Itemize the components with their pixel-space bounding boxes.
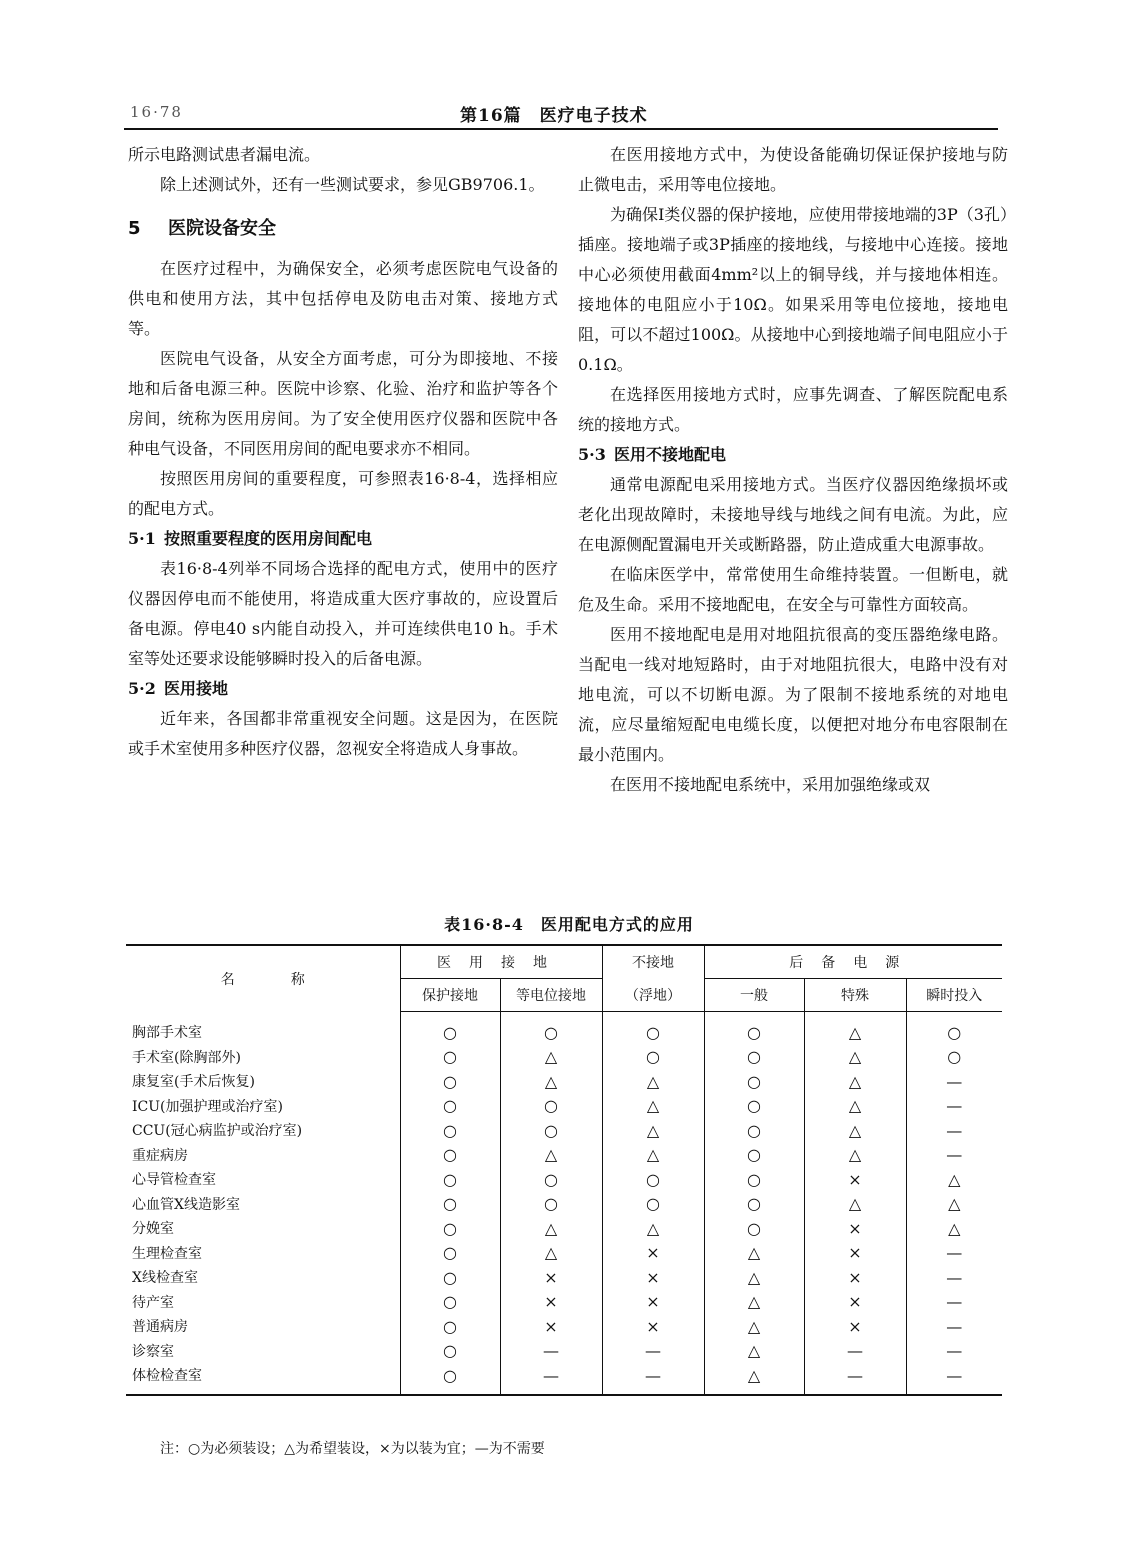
requirement-mark: ○ (400, 1192, 500, 1217)
column-group-grounding: 医用接地 (400, 945, 602, 979)
header-rule (124, 128, 998, 130)
requirement-mark: △ (704, 1314, 804, 1339)
requirement-mark: × (804, 1265, 906, 1290)
requirement-mark: △ (500, 1045, 602, 1070)
requirement-mark: △ (602, 1094, 704, 1119)
room-name: X线检查室 (132, 1270, 198, 1287)
requirement-mark: △ (804, 1118, 906, 1143)
column-header-protective: 保护接地 (400, 979, 500, 1012)
requirement-mark: ○ (500, 1118, 602, 1143)
requirement-mark: ○ (704, 1143, 804, 1168)
requirement-mark: ○ (400, 1069, 500, 1094)
requirement-mark: △ (804, 1094, 906, 1119)
requirement-mark: ○ (704, 1069, 804, 1094)
requirement-mark: × (500, 1314, 602, 1339)
section-heading (128, 214, 558, 244)
column-header-equipotential: 等电位接地 (500, 979, 602, 1012)
requirement-mark: △ (906, 1216, 1002, 1241)
table-row (126, 1012, 1002, 1045)
paragraph: 在选择医用接地方式时，应事先调查、了解医院配电系统的接地方式。 (578, 385, 1008, 434)
requirement-mark: — (500, 1363, 602, 1395)
room-name: 待产室 (132, 1294, 174, 1311)
requirement-mark: ○ (400, 1216, 500, 1241)
table-row (126, 1118, 1002, 1143)
requirement-mark: × (602, 1314, 704, 1339)
subsection-heading (128, 674, 558, 704)
requirement-mark: ○ (704, 1192, 804, 1217)
requirement-mark: — (906, 1143, 1002, 1168)
requirement-mark: △ (500, 1216, 602, 1241)
requirement-mark: △ (804, 1192, 906, 1217)
requirement-mark: ○ (500, 1192, 602, 1217)
requirement-mark: — (602, 1339, 704, 1364)
table-row (126, 1363, 1002, 1395)
requirement-mark: × (804, 1314, 906, 1339)
requirement-mark: ○ (704, 1012, 804, 1045)
paragraph: 在医用不接地配电系统中，采用加强绝缘或双 (610, 775, 931, 794)
paragraph: 医院电气设备，从安全方面考虑，可分为即接地、不接地和后备电源三种。医院中诊察、化验、治疗和监护等各个房间，统称为医用房间。为了安全使用医疗仪器和医院中各种电气设备，不同医用房间的配电要求亦不相同。 (128, 349, 558, 458)
requirement-mark: — (906, 1314, 1002, 1339)
table-row (126, 1265, 1002, 1290)
requirement-mark: △ (804, 1143, 906, 1168)
requirement-mark: △ (906, 1167, 1002, 1192)
requirement-mark: △ (704, 1363, 804, 1395)
requirement-mark: × (500, 1265, 602, 1290)
requirement-mark: — (500, 1339, 602, 1364)
table-row (126, 1241, 1002, 1266)
column-header-instant: 瞬时投入 (906, 979, 1002, 1012)
requirement-mark: × (804, 1216, 906, 1241)
paragraph: 在医用接地方式中，为使设备能确切保证保护接地与防止微电击，采用等电位接地。 (578, 145, 1008, 194)
requirement-mark: — (906, 1265, 1002, 1290)
subsection-title: 医用接地 (164, 679, 229, 698)
column-group-backup: 后备电源 (704, 945, 1002, 979)
requirement-mark: △ (602, 1118, 704, 1143)
paragraph: 表16·8-4列举不同场合选择的配电方式，使用中的医疗仪器因停电而不能使用，将造成重大医疗事故的，应设置后备电源。停电40 s内能自动投入，并可连续供电10 h。手术室等处还要求设能够瞬时投入的后备电源。 (128, 559, 558, 668)
requirement-mark: — (602, 1363, 704, 1395)
requirement-mark: △ (704, 1241, 804, 1266)
requirement-mark: × (804, 1290, 906, 1315)
requirement-mark: ○ (400, 1314, 500, 1339)
requirement-mark: ○ (400, 1339, 500, 1364)
requirement-mark: ○ (400, 1363, 500, 1395)
requirement-mark: × (602, 1265, 704, 1290)
room-name: 心导管检查室 (132, 1172, 216, 1189)
room-name: 普通病房 (132, 1319, 188, 1336)
requirement-mark: ○ (704, 1045, 804, 1070)
table-row (126, 1045, 1002, 1070)
table-row (126, 1192, 1002, 1217)
requirement-mark: ○ (704, 1167, 804, 1192)
requirement-mark: — (906, 1069, 1002, 1094)
running-head: 第16篇 医疗电子技术 (460, 106, 648, 126)
requirement-mark: × (602, 1241, 704, 1266)
requirement-mark: — (804, 1363, 906, 1395)
table-row (126, 1216, 1002, 1241)
room-name: 手术室(除胸部外) (132, 1049, 241, 1066)
requirement-mark: ○ (704, 1094, 804, 1119)
requirement-mark: × (804, 1167, 906, 1192)
requirement-mark: △ (500, 1143, 602, 1168)
room-name: 分娩室 (132, 1221, 174, 1238)
requirement-mark: ○ (500, 1094, 602, 1119)
requirement-mark: △ (704, 1265, 804, 1290)
distribution-table (126, 944, 1002, 1396)
column-header-general: 一般 (704, 979, 804, 1012)
requirement-mark: — (804, 1339, 906, 1364)
requirement-mark: × (602, 1290, 704, 1315)
requirement-mark: ○ (500, 1167, 602, 1192)
page-header (120, 101, 1000, 127)
subsection-heading (578, 440, 1008, 470)
table-note: 注：○为必须装设；△为希望装设，×为以装为宜；—为不需要 (160, 1441, 545, 1457)
subsection-number: 5·3 (578, 445, 606, 464)
room-name: CCU(冠心病监护或治疗室) (132, 1123, 303, 1140)
table-row (126, 1069, 1002, 1094)
column-header-special: 特殊 (804, 979, 906, 1012)
requirement-mark: ○ (602, 1012, 704, 1045)
table-row (126, 1167, 1002, 1192)
section-title: 医院设备安全 (168, 218, 276, 239)
requirement-mark: ○ (602, 1192, 704, 1217)
paragraph: 近年来，各国都非常重视安全问题。这是因为，在医院或手术室使用多种医疗仪器，忽视安全将造成人身事故。 (128, 709, 558, 758)
subsection-heading (128, 524, 558, 554)
subsection-title: 医用不接地配电 (614, 445, 727, 464)
subsection-title: 按照重要程度的医用房间配电 (164, 529, 373, 548)
paragraph: 在临床医学中，常常使用生命维持装置。一但断电，就危及生命。采用不接地配电，在安全与可靠性方面较高。 (578, 565, 1008, 614)
table-row (126, 1314, 1002, 1339)
requirement-mark: × (500, 1290, 602, 1315)
requirement-mark: ○ (704, 1118, 804, 1143)
requirement-mark: ○ (602, 1045, 704, 1070)
paragraph: 在医疗过程中，为确保安全，必须考虑医院电气设备的供电和使用方法，其中包括停电及防电击对策、接地方式等。 (128, 259, 558, 338)
paragraph: 医用不接地配电是用对地阻抗很高的变压器绝缘电路。当配电一线对地短路时，由于对地阻抗很大，电路中没有对地电流，可以不切断电源。为了限制不接地系统的对地电流，应尽量缩短配电电缆长度，以便把对地分布电容限制在最小范围内。 (578, 625, 1008, 764)
table-row (126, 1143, 1002, 1168)
requirement-mark: △ (602, 1069, 704, 1094)
column-header-floating: （浮地） (602, 979, 704, 1012)
requirement-mark: ○ (602, 1167, 704, 1192)
requirement-mark: ○ (400, 1265, 500, 1290)
room-name: 康复室(手术后恢复) (132, 1074, 255, 1091)
requirement-mark: ○ (906, 1045, 1002, 1070)
requirement-mark: ○ (400, 1012, 500, 1045)
table-caption: 表16·8-4 医用配电方式的应用 (444, 915, 694, 934)
requirement-mark: △ (500, 1069, 602, 1094)
table-row (126, 1094, 1002, 1119)
requirement-mark: △ (500, 1241, 602, 1266)
requirement-mark: ○ (400, 1143, 500, 1168)
requirement-mark: — (906, 1118, 1002, 1143)
column-header-name: 名 称 (126, 945, 400, 1012)
right-column (578, 140, 1008, 800)
requirement-mark: △ (804, 1012, 906, 1045)
room-name: 体检检查室 (126, 1363, 400, 1395)
requirement-mark: ○ (400, 1290, 500, 1315)
paragraph: 除上述测试外，还有一些测试要求，参见GB9706.1。 (160, 175, 545, 194)
room-name: 心血管X线造影室 (132, 1196, 240, 1213)
requirement-mark: × (804, 1241, 906, 1266)
subsection-number: 5·2 (128, 679, 156, 698)
section-number: 5 (128, 218, 141, 239)
requirement-mark: △ (602, 1143, 704, 1168)
requirement-mark: ○ (906, 1012, 1002, 1045)
column-header-ungrounded: 不接地 (602, 945, 704, 979)
paragraph: 通常电源配电采用接地方式。当医疗仪器因绝缘损坏或老化出现故障时，未接地导线与地线之间有电流。为此，应在电源侧配置漏电开关或断路器，防止造成重大电源事故。 (578, 475, 1008, 554)
room-name: 诊察室 (132, 1343, 174, 1360)
requirement-mark: — (906, 1363, 1002, 1395)
requirement-mark: — (906, 1094, 1002, 1119)
requirement-mark: △ (704, 1339, 804, 1364)
requirement-mark: ○ (400, 1118, 500, 1143)
left-column (128, 140, 558, 764)
page-number: 16·78 (130, 103, 183, 121)
paragraph: 按照医用房间的重要程度，可参照表16·8-4，选择相应的配电方式。 (128, 469, 558, 518)
table-row (126, 1339, 1002, 1364)
requirement-mark: ○ (400, 1167, 500, 1192)
paragraph: 为确保Ⅰ类仪器的保护接地，应使用带接地端的3P（3孔）插座。接地端子或3P插座的接地线，与接地中心连接。接地中心必须使用截面4mm²以上的铜导线，并与接地体相连。接地体的电阻应小于10Ω。如果采用等电位接地，接地电阻，可以不超过100Ω。从接地中心到接地端子间电阻应小于0.1Ω。 (578, 205, 1008, 374)
requirement-mark: △ (906, 1192, 1002, 1217)
requirement-mark: △ (704, 1290, 804, 1315)
subsection-number: 5·1 (128, 529, 156, 548)
table-body (126, 1012, 1002, 1395)
requirement-mark: △ (602, 1216, 704, 1241)
requirement-mark: △ (804, 1069, 906, 1094)
requirement-mark: — (906, 1290, 1002, 1315)
requirement-mark: ○ (500, 1012, 602, 1045)
requirement-mark: — (906, 1339, 1002, 1364)
room-name: 重症病房 (132, 1147, 188, 1164)
table-row (126, 1290, 1002, 1315)
requirement-mark: △ (804, 1045, 906, 1070)
room-name: 胸部手术室 (132, 1025, 202, 1041)
requirement-mark: ○ (704, 1216, 804, 1241)
room-name: 生理检查室 (132, 1245, 202, 1262)
requirement-mark: ○ (400, 1094, 500, 1119)
requirement-mark: ○ (400, 1241, 500, 1266)
paragraph: 所示电路测试患者漏电流。 (128, 145, 321, 164)
room-name: ICU(加强护理或治疗室) (132, 1098, 283, 1115)
requirement-mark: — (906, 1241, 1002, 1266)
requirement-mark: ○ (400, 1045, 500, 1070)
